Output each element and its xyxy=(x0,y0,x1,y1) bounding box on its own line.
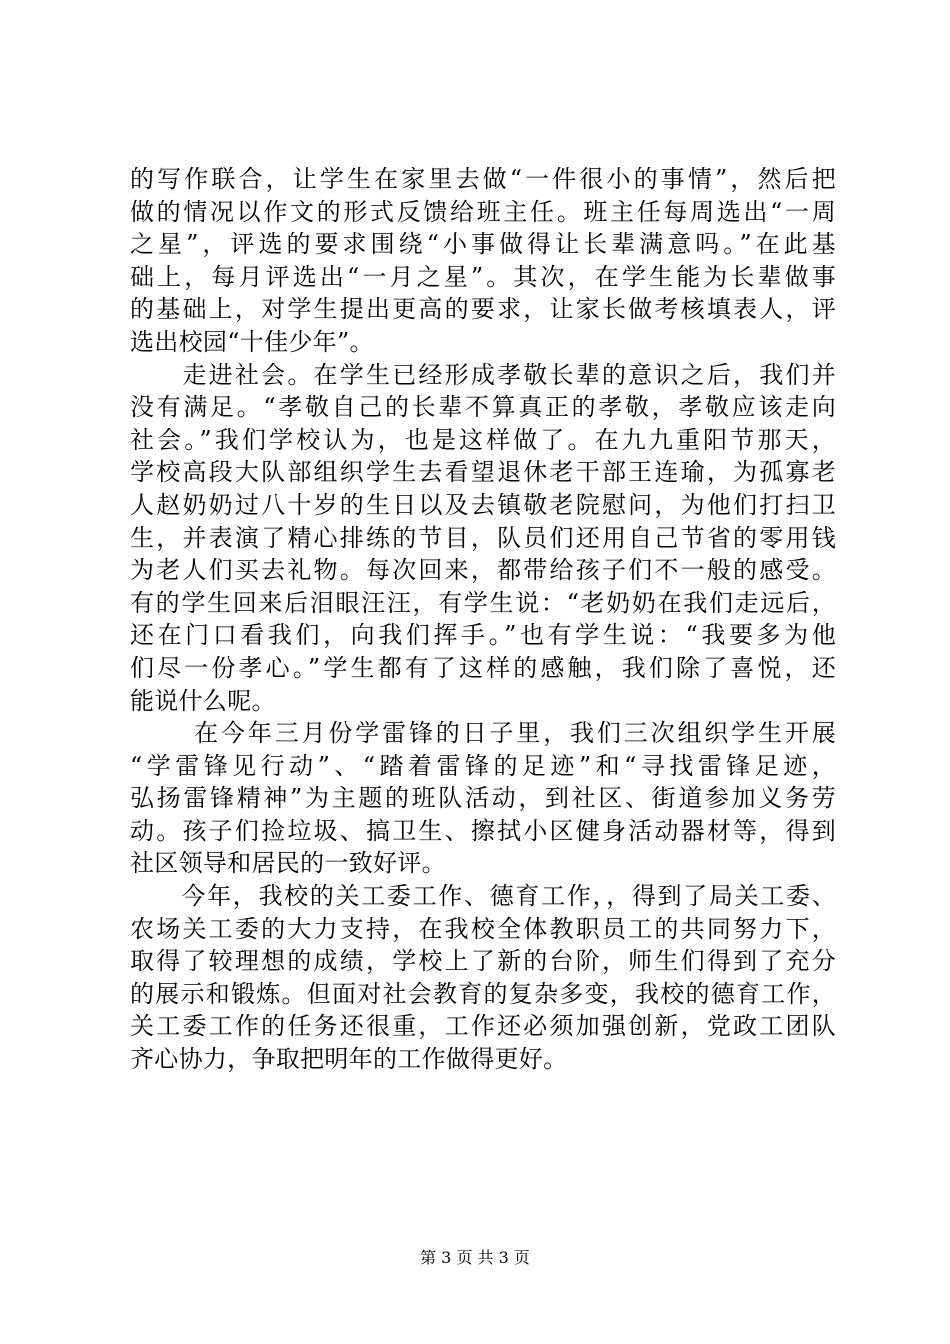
text-line: 没有满足。“孝敬自己的长辈不算真正的孝敬，孝敬应该走向 xyxy=(130,393,836,422)
text-line: 弘扬雷锋精神”为主题的班队活动，到社区、街道参加义务劳 xyxy=(130,784,836,813)
text-line: 人赵奶奶过八十岁的生日以及去镇敬老院慰问，为他们打扫卫 xyxy=(130,490,836,519)
text-line: 动。孩子们捡垃圾、搞卫生、擦拭小区健身活动器材等，得到 xyxy=(130,816,836,845)
text-line: 为老人们买去礼物。每次回来，都带给孩子们不一般的感受。 xyxy=(130,556,836,585)
text-line: 的基础上，对学生提出更高的要求，让家长做考核填表人，评 xyxy=(130,295,836,324)
text-line: 生，并表演了精心排练的节目，队员们还用自己节省的零用钱 xyxy=(130,523,836,552)
text-line: 的写作联合，让学生在家里去做“一件很小的事情”，然后把 xyxy=(130,165,836,193)
text-line: 选出校园“十佳少年”。 xyxy=(130,327,374,356)
text-line: 农场关工委的大力支持，在我校全体教职员工的共同努力下， xyxy=(130,914,836,943)
document-body xyxy=(130,163,836,1076)
text-line: 齐心协力，争取把明年的工作做得更好。 xyxy=(130,1045,568,1074)
text-line: 今年，我校的关工委工作、德育工作，，得到了局关工委、 xyxy=(130,882,836,911)
text-line: 走进社会。在学生已经形成孝敬长辈的意识之后，我们并 xyxy=(130,360,836,389)
text-line: 取得了较理想的成绩，学校上了新的台阶，师生们得到了充分 xyxy=(130,947,836,976)
text-line: 还在门口看我们，向我们挥手。”也有学生说：“我要多为他 xyxy=(130,621,836,650)
text-line: 社区领导和居民的一致好评。 xyxy=(130,849,446,878)
text-line: 在今年三月份学雷锋的日子里，我们三次组织学生开展 xyxy=(130,719,836,748)
text-line: 关工委工作的任务还很重，工作还必须加强创新，党政工团队 xyxy=(130,1012,836,1041)
text-line: 做的情况以作文的形式反馈给班主任。班主任每周选出“一周 xyxy=(130,197,836,226)
text-line: 们尽一份孝心。”学生都有了这样的感触，我们除了喜悦，还 xyxy=(130,653,836,682)
text-line: “学雷锋见行动”、“踏着雷锋的足迹”和“寻找雷锋足迹， xyxy=(130,751,836,780)
text-line: 础上，每月评选出“一月之星”。其次，在学生能为长辈做事 xyxy=(130,262,836,291)
text-line: 有的学生回来后泪眼汪汪，有学生说：“老奶奶在我们走远后， xyxy=(130,588,836,617)
text-line: 能说什么呢。 xyxy=(130,686,276,715)
text-line: 之星”，评选的要求围绕“小事做得让长辈满意吗。”在此基 xyxy=(130,230,836,259)
text-line: 学校高段大队部组织学生去看望退休老干部王连瑜，为孤寡老 xyxy=(130,458,836,487)
text-line: 的展示和锻炼。但面对社会教育的复杂多变，我校的德育工作， xyxy=(130,979,836,1008)
text-line: 社会。”我们学校认为，也是这样做了。在九九重阳节那天， xyxy=(130,425,836,454)
page-footer: 第 3 页 共 3 页 xyxy=(420,1248,530,1267)
